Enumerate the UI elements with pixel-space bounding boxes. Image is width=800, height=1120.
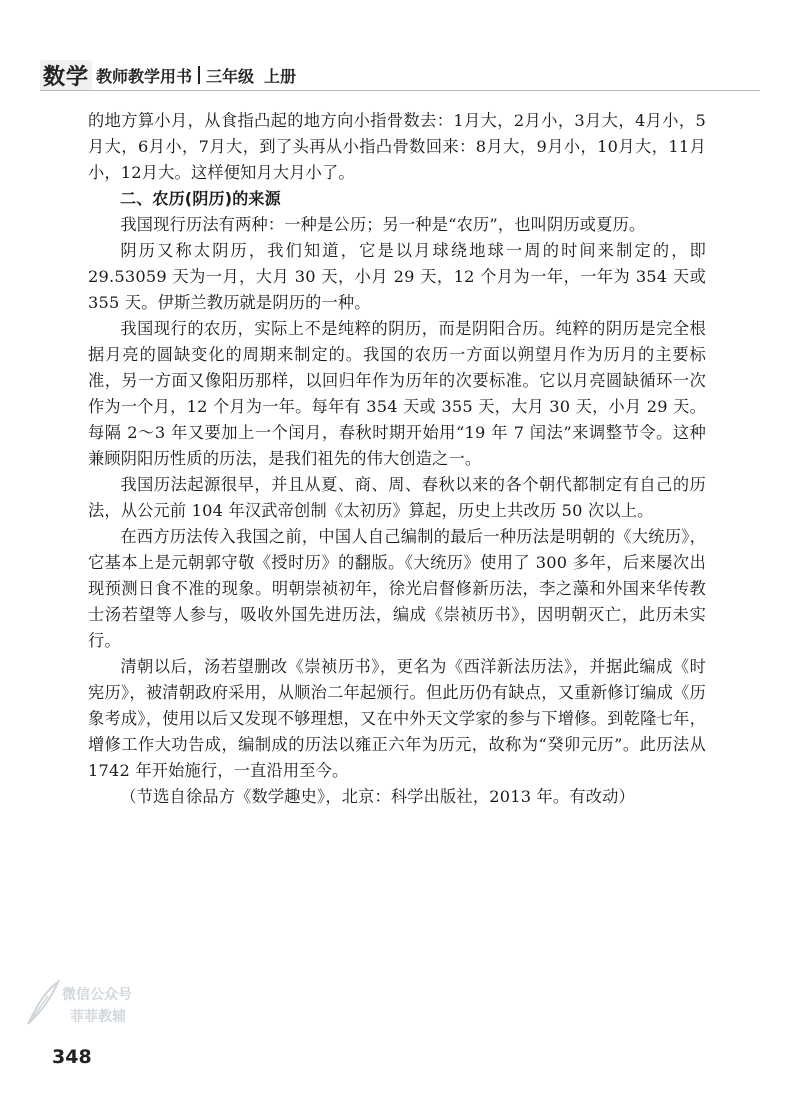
watermark-line2: 菲菲教辅 <box>70 1009 126 1025</box>
paragraph: 我国现行的农历，实际上不是纯粹的阴历，而是阴阳合历。纯粹的阴历是完全根据月亮的圆缺变化的周期来制定的。我国的农历一方面以朔望月作为历月的主要标准，另一方面又像阳历那样，以回归年作为历年的次要标准。它以月亮圆缺循环一次作为一个月，12 个月为一年。每年有 354 天或 355 天，大月 30 天，小月 29 天。每隔 2～3 年又要加上一个闰月，春秋时期开始用“19 年 7 闰法”来调整节令。这种兼顾阴阳历性质的历法，是我们祖先的伟大创造之一。 <box>88 319 706 468</box>
subject-logo: 数学 <box>40 60 92 91</box>
feather-icon <box>22 978 62 1028</box>
paragraph: 清朝以后，汤若望删改《崇祯历书》，更名为《西洋新法历法》，并据此编成《时宪历》，被清朝政府采用，从顺治二年起颁行。但此历仍有缺点，又重新修订编成《历象考成》，使用以后又发现不够理想，又在中外天文学家的参与下增修。到乾隆七年，增修工作大功告成，编制成的历法以雍正六年为历元，故称为“癸卯元历”。此历法从 1742 年开始施行，一直沿用至今。 <box>88 657 706 780</box>
page-number: 348 <box>52 1046 92 1068</box>
page-header <box>40 62 296 88</box>
source-citation: （节选自徐品方《数学趣史》，北京：科学出版社，2013 年。有改动） <box>120 787 635 806</box>
paragraph: 我国历法起源很早，并且从夏、商、周、春秋以来的各个朝代都制定有自己的历法，从公元前 104 年汉武帝创制《太初历》算起，历史上共改历 50 次以上。 <box>88 475 706 520</box>
main-text <box>88 108 706 810</box>
watermark <box>22 970 152 1030</box>
header-rule <box>40 90 760 91</box>
volume-label: 上册 <box>264 66 297 86</box>
paragraph: 阴历又称太阴历，我们知道，它是以月球绕地球一周的时间来制定的，即 29.53059 天为一月，大月 30 天，小月 29 天，12 个月为一年，一年为 354 天或 355 天。伊斯兰教历就是阴历的一种。 <box>88 241 706 312</box>
grade-label: 三年级 <box>206 66 255 86</box>
book-title: 教师教学用书 <box>96 66 193 86</box>
watermark-line1: 微信公众号 <box>62 987 132 1003</box>
section-heading: 二、农历(阴历)的来源 <box>120 189 281 208</box>
paragraph: 在西方历法传入我国之前，中国人自己编制的最后一种历法是明朝的《大统历》，它基本上是元朝郭守敬《授时历》的翻版。《大统历》使用了 300 多年，后来屡次出现预测日食不准的现象。明朝崇祯初年，徐光启督修新历法，李之藻和外国来华传教士汤若望等人参与，吸收外国先进历法，编成《崇祯历书》，因明朝灭亡，此历未实行。 <box>88 527 706 650</box>
paragraph: 我国现行历法有两种：一种是公历；另一种是“农历”，也叫阴历或夏历。 <box>120 215 646 234</box>
header-divider <box>198 66 200 84</box>
paragraph-continued: 的地方算小月，从食指凸起的地方向小指骨数去：1月大，2月小，3月大，4月小，5月大，6月小，7月大，到了头再从小指凸骨数回来：8月大，9月小，10月大，11月小，12月大。这样便知月大月小了。 <box>88 111 706 182</box>
